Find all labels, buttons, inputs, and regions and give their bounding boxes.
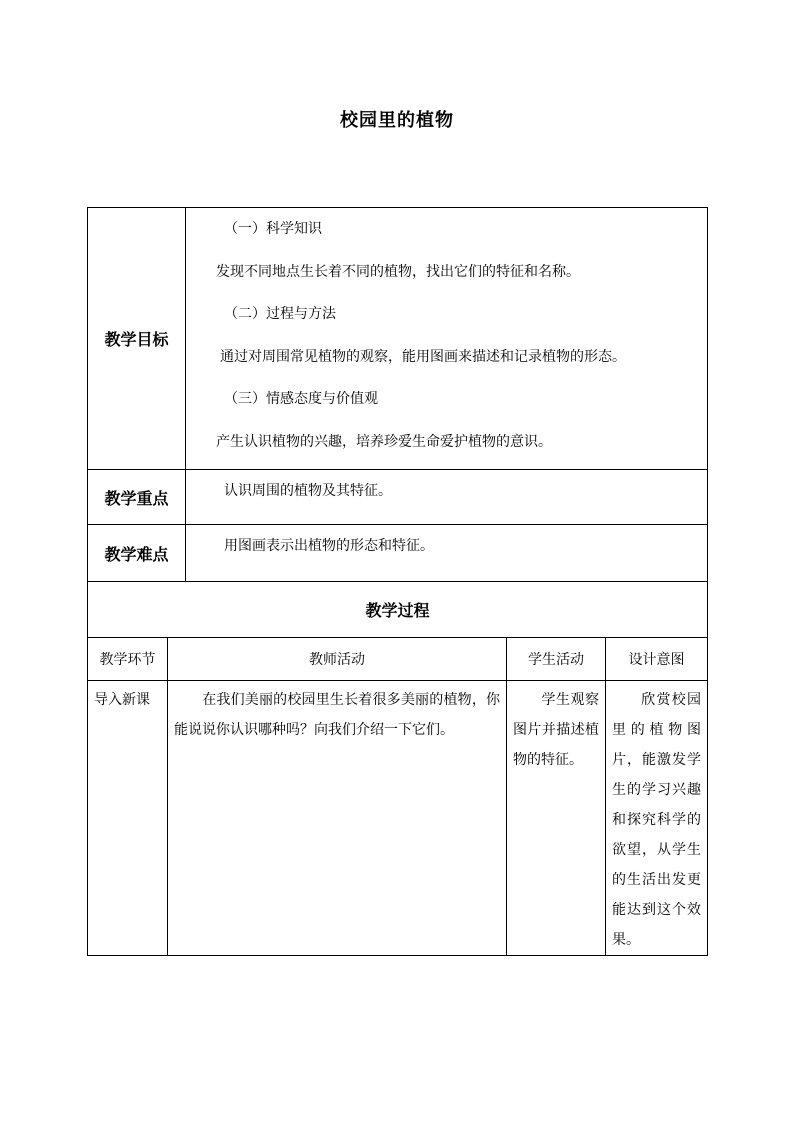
row-intent [606, 681, 708, 956]
header-stage: 教学环节 [88, 638, 168, 681]
objective-text-2: 通过对周围常见植物的观察，能用图画来描述和记录植物的形态。 [220, 348, 627, 365]
header-teacher: 教师活动 [168, 638, 507, 681]
process-header-row [88, 638, 708, 681]
difficulty-text: 用图画表示出植物的形态和特征。 [186, 525, 708, 582]
process-title: 教学过程 [88, 582, 708, 638]
row-teacher-text: 在我们美丽的校园里生长着很多美丽的植物，你能说说你认识哪种吗？向我们介绍一下它们。 [174, 692, 501, 738]
header-intent: 设计意图 [606, 638, 708, 681]
lesson-plan-table [87, 207, 708, 956]
difficulty-row [88, 525, 708, 582]
difficulty-label: 教学难点 [88, 525, 186, 582]
objectives-row [88, 208, 708, 470]
process-row [88, 681, 708, 956]
row-stage: 导入新课 [88, 681, 168, 956]
process-title-row [88, 582, 708, 638]
objective-heading-1: （一）科学知识 [224, 221, 323, 237]
row-student-text: 学生观察图片并描述植物的特征。 [513, 692, 600, 768]
key-point-label: 教学重点 [88, 470, 186, 525]
objectives-label: 教学目标 [88, 208, 186, 470]
objective-heading-3: （三）情感态度与价值观 [224, 391, 379, 407]
objectives-content [186, 208, 708, 470]
objective-heading-2: （二）过程与方法 [224, 306, 337, 322]
objective-text-3: 产生认识植物的兴趣，培养珍爱生命爱护植物的意识。 [216, 433, 553, 450]
header-student: 学生活动 [507, 638, 606, 681]
objective-text-1: 发现不同地点生长着不同的植物，找出它们的特征和名称。 [216, 263, 581, 280]
key-point-text: 认识周围的植物及其特征。 [186, 470, 708, 525]
row-teacher [168, 681, 507, 956]
key-point-row [88, 470, 708, 525]
row-student [507, 681, 606, 956]
row-intent-text: 欣赏校园里的植物图片，能激发学生的学习兴趣和探究科学的欲望，从学生的生活出发更能达到这个效果。 [612, 692, 702, 948]
page-title: 校园里的植物 [340, 110, 454, 131]
